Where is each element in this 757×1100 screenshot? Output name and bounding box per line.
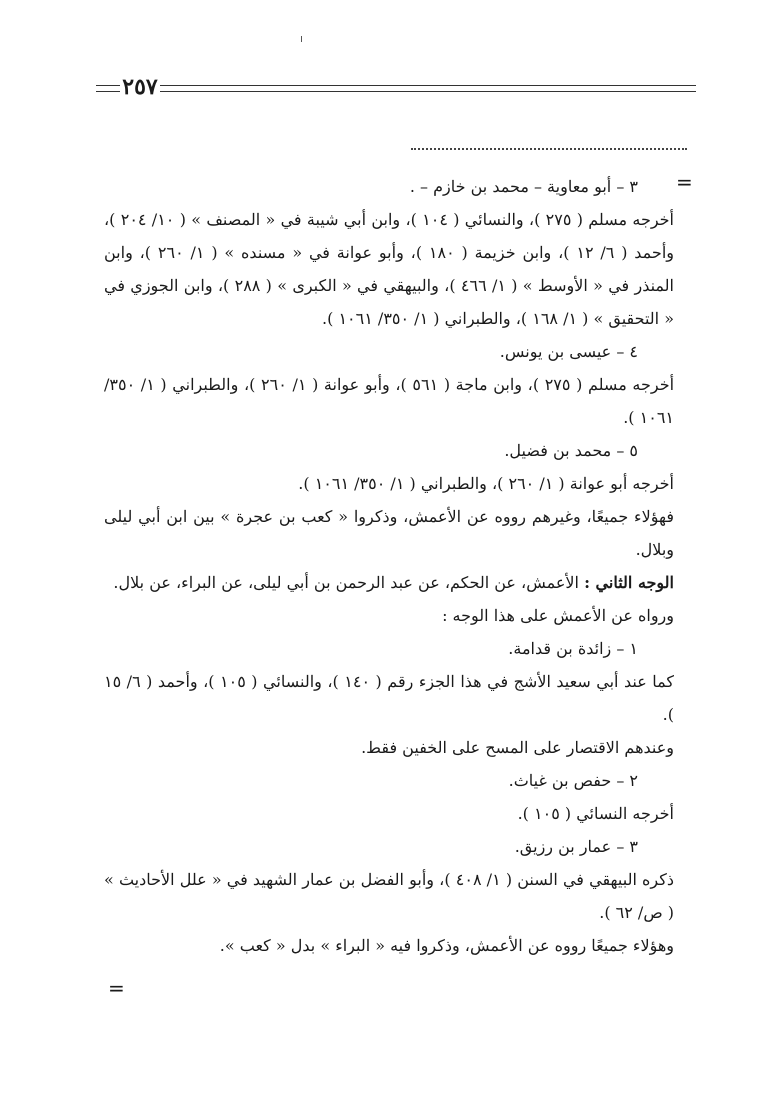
header-rule-left xyxy=(96,85,120,92)
list-item: ٢ – حفص بن غياث. xyxy=(508,771,638,790)
list-item: ١ – زائدة بن قدامة. xyxy=(508,639,638,658)
list-item: ٥ – محمد بن فضيل. xyxy=(504,441,638,460)
header-rule-right xyxy=(160,85,696,92)
footnote-divider xyxy=(411,148,687,150)
section-heading-text: الأعمش، عن الحكم، عن عبد الرحمن بن أبي ليلى، عن البراء، عن بلال. xyxy=(113,573,585,592)
paragraph: ذكره البيهقي في السنن ( ١/ ٤٠٨ )، وأبو الفضل بن عمار الشهيد في « علل الأحاديث » ( ص/ ٦٢ ). xyxy=(104,870,674,922)
paragraph: وهؤلاء جميعًا رووه عن الأعمش، وذكروا فيه « البراء » بدل « كعب ». xyxy=(219,936,674,955)
paragraph: أخرجه النسائي ( ١٠٥ ). xyxy=(517,804,674,823)
list-item: ٣ – عمار بن رزيق. xyxy=(514,837,638,856)
list-item: ٤ – عيسى بن يونس. xyxy=(499,342,638,361)
paragraph: أخرجه أبو عوانة ( ١/ ٢٦٠ )، والطبراني ( ١/ ٣٥٠/ ١٠٦١ ). xyxy=(298,474,674,493)
page-header xyxy=(96,74,696,102)
section-heading: الوجه الثاني : xyxy=(584,573,674,592)
continuation-mark-bottom: = xyxy=(108,976,125,1000)
paragraph: وعندهم الاقتصار على المسح على الخفين فقط. xyxy=(361,738,674,757)
paragraph: ورواه عن الأعمش على هذا الوجه : xyxy=(442,606,674,625)
paragraph: أخرجه مسلم ( ٢٧٥ )، والنسائي ( ١٠٤ )، وابن أبي شيبة في « المصنف » ( ١٠/ ٢٠٤ )، وأحمد ( ٦/ ١٢ )، وابن خزيمة ( ١٨٠ )، وأبو عوانة في « مسنده » ( ١/ ٢٦٠ )، وابن المنذر في « الأوسط » ( ١/ ٤٦٦ )، والبيهقي في « الكبرى » ( ٢٨٨ )، وابن الجوزي في « التحقيق » ( ١/ ١٦٨ )، والطبراني ( ١/ ٣٥٠/ ١٠٦١ ). xyxy=(104,210,675,328)
paragraph: فهؤلاء جميعًا، وغيرهم رووه عن الأعمش، وذكروا « كعب بن عجرة » بين ابن أبي ليلى وبلال. xyxy=(104,507,674,559)
page-number: ٢٥٧ xyxy=(122,74,158,100)
stray-mark xyxy=(301,36,302,42)
paragraph: كما عند أبي سعيد الأشج في هذا الجزء رقم ( ١٤٠ )، والنسائي ( ١٠٥ )، وأحمد ( ٦/ ١٥ ). xyxy=(104,672,674,724)
continuation-mark-top: = xyxy=(676,170,693,194)
section-heading-paragraph xyxy=(104,566,674,599)
list-item: ٣ – أبو معاوية – محمد بن خازم – . xyxy=(409,177,638,196)
paragraph: أخرجه مسلم ( ٢٧٥ )، وابن ماجة ( ٥٦١ )، وأبو عوانة ( ١/ ٢٦٠ )، والطبراني ( ١/ ٣٥٠/ ١٠٦١ ). xyxy=(104,375,675,427)
footnote-body xyxy=(104,170,674,962)
